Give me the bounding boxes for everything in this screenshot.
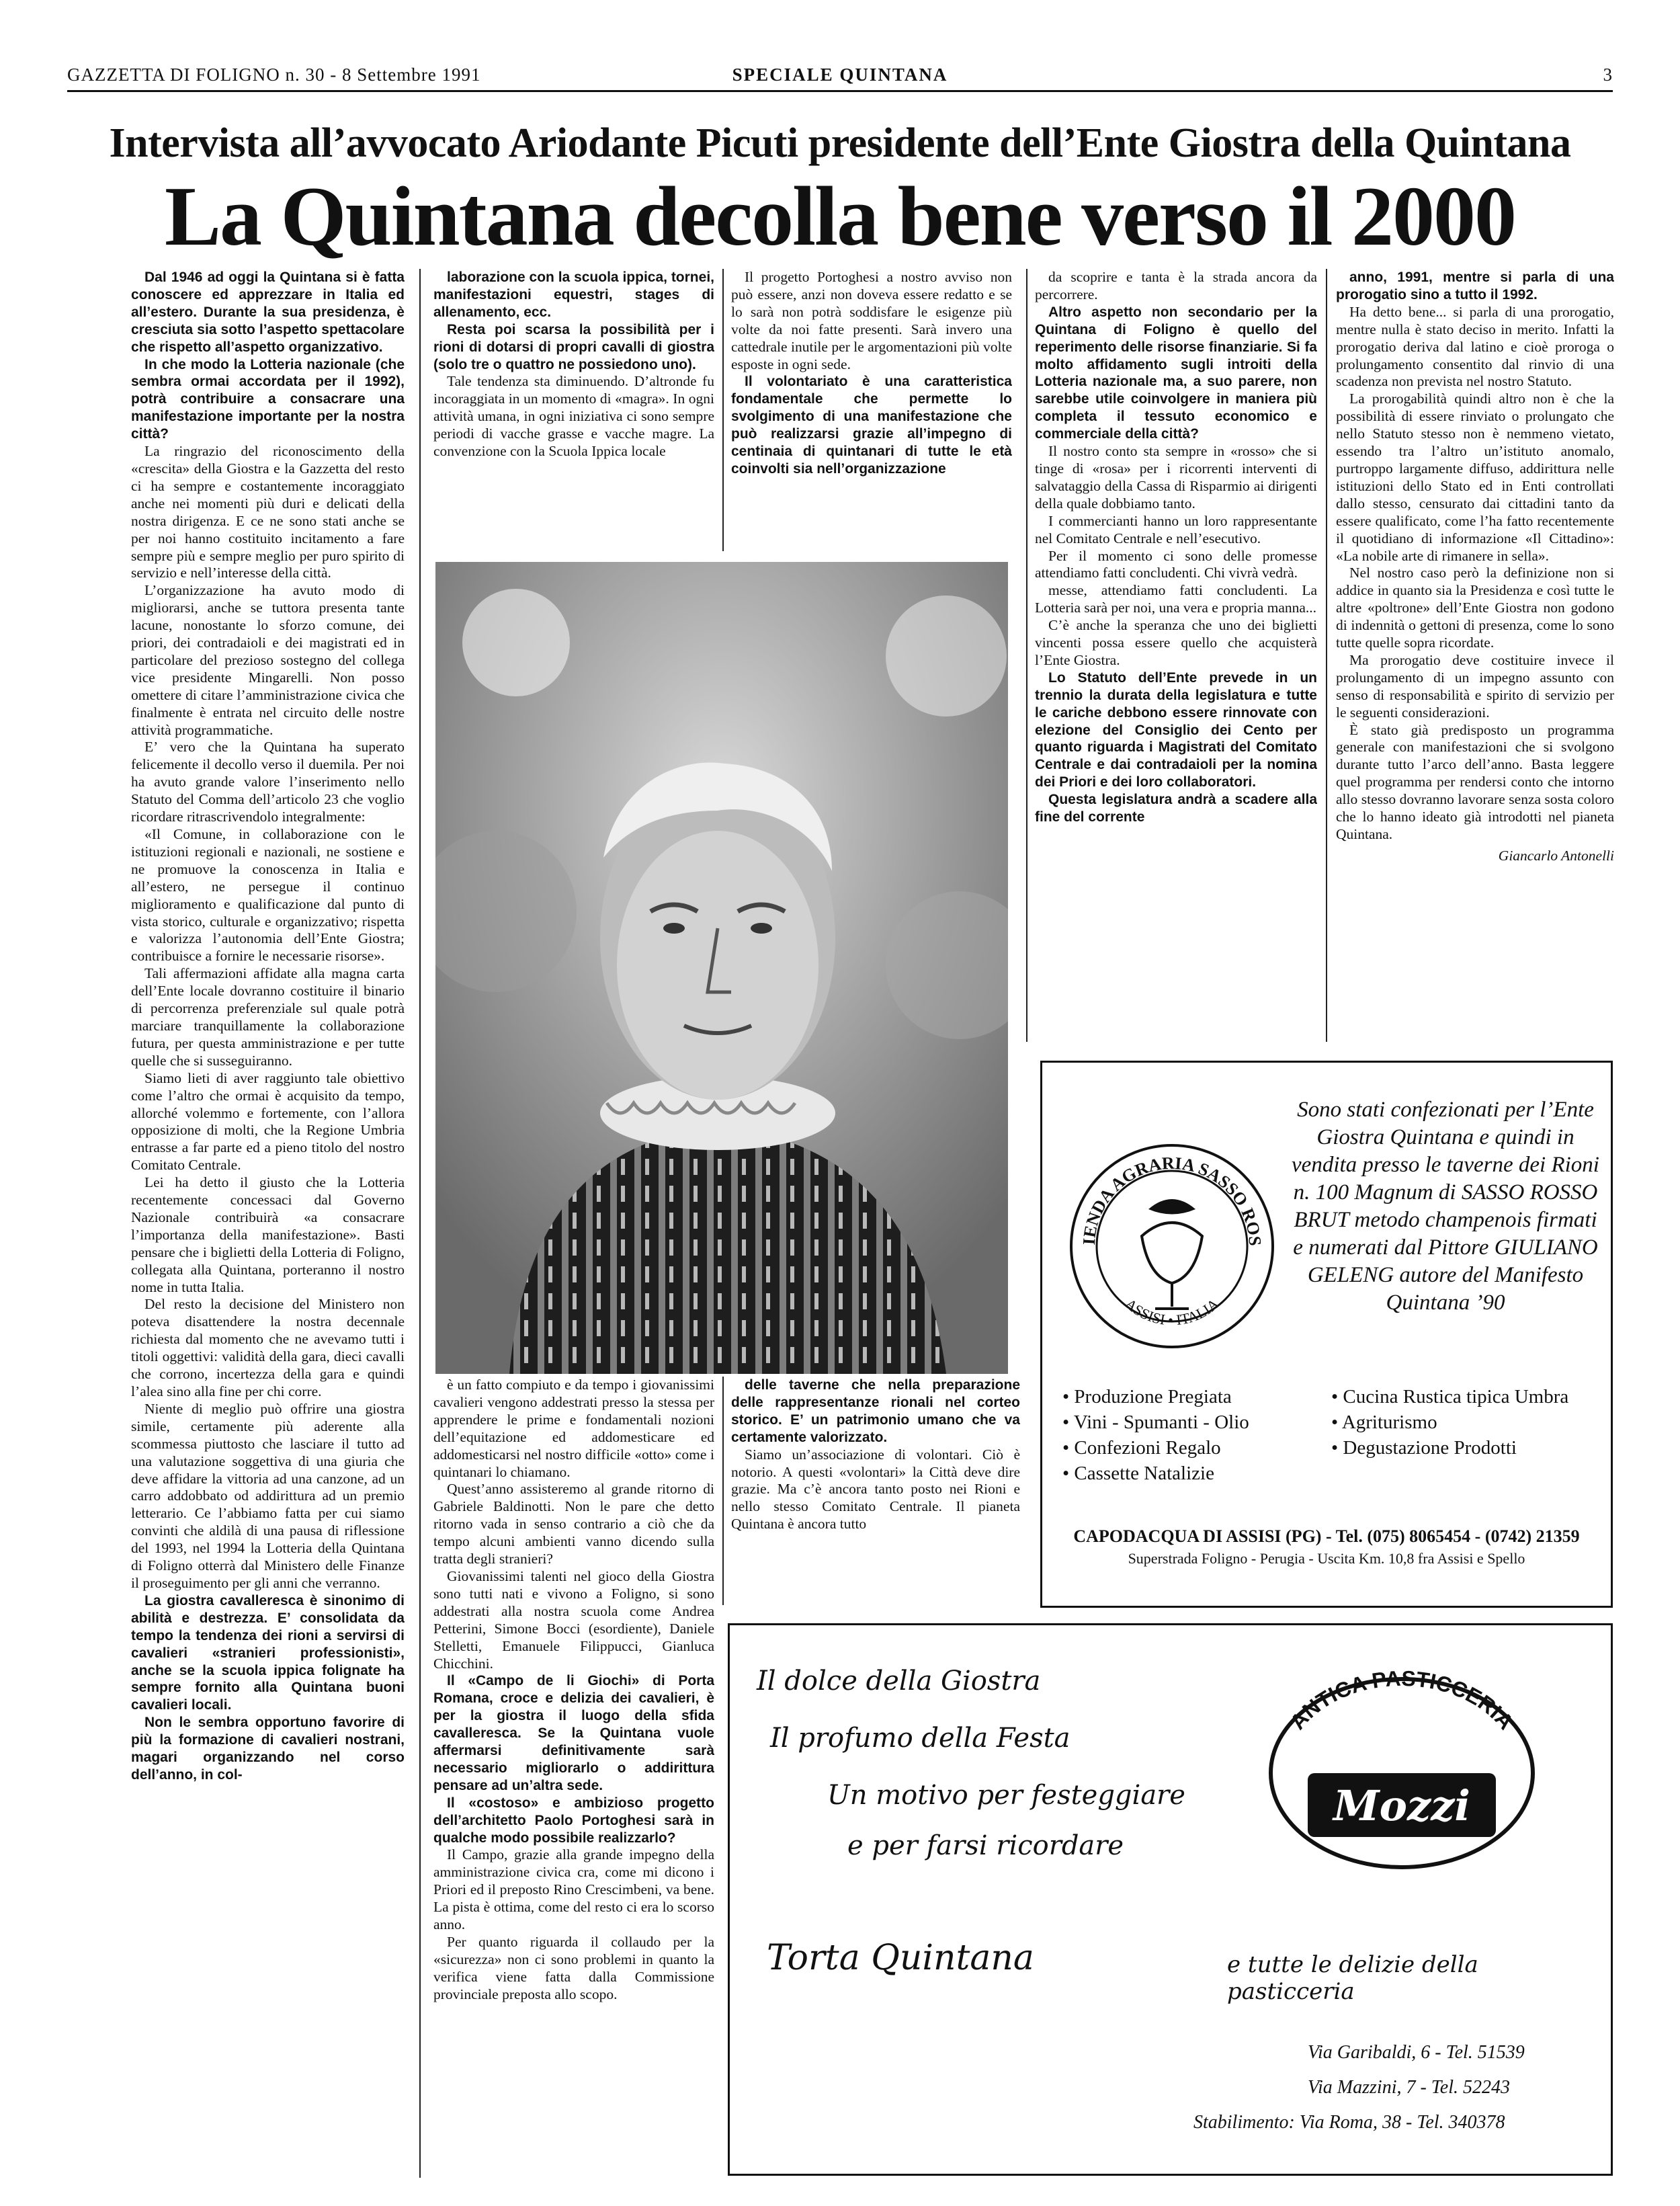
masthead-date: GAZZETTA DI FOLIGNO n. 30 - 8 Settembre 1991 — [67, 65, 481, 85]
paragraph: Siamo lieti di aver raggiunto tale obiettivo come l’altro che ormai è acquisito da tempo, allorché volemmo e fortemente, con l’allora opposizione di molti, che la Regione Umbria entrasse a far parte ed a pieno titolo del nostro Comitato Centrale. — [131, 1069, 405, 1174]
paragraph: In che modo la Lotteria nazionale (che sembra ormai accordata per il 1992), potrà contribuire a consacrare una manifestazione importante per la nostra città? — [131, 356, 405, 442]
paragraph: Il Campo, grazie alla grande impegno della amministrazione civica cra, come mi dicono i Priori ed il preposto Rino Crescimbeni, va bene. La pista è ottima, come del resto ci era lo scorso anno. — [433, 1846, 714, 1933]
svg-text:AZIENDA AGRARIA SASSO ROSSO — [1068, 1122, 1265, 1246]
ad-address: CAPODACQUA DI ASSISI (PG) - Tel. (075) 8065454 - (0742) 21359 — [1073, 1526, 1580, 1546]
ad-list-item: • Produzione Pregiata — [1062, 1384, 1318, 1410]
paragraph: Tale tendenza sta diminuendo. D’altronde fu incoraggiata in un momento di «magra». In ogni attività umana, in ogni iniziativa ci sono sempre periodi di vacche grasse e vacche magre. La convenzione con la Scuola Ippica locale — [433, 373, 714, 460]
ad-list-item: • Cassette Natalizie — [1062, 1461, 1318, 1486]
paragraph: Lo Statuto dell’Ente prevede in un trennio la durata della legislatura e tutte le cariche debbono essere rinnovate con elezione del Consiglio dei Cento per quanto riguarda i Magistrati del Comitato Centrale e dai contradaioli per la nomina dei Priori e dei loro collaboratori. — [1035, 669, 1317, 790]
paragraph: Per quanto riguarda il collaudo per la «sicurezza» non ci sono problemi in quanto la verifica viene fatta dalla Commissione provinciale preposta allo scopo. — [433, 1934, 714, 2002]
svg-text:ANTICA PASTICCERIA — [1285, 1666, 1518, 1734]
paragraph: I commercianti hanno un loro rappresentante nel Comitato Centrale e nell’esecutivo. — [1035, 512, 1317, 546]
paragraph: Resta poi scarsa la possibilità per i rioni di dotarsi di propri cavalli di giostra (solo tre o quattro ne possiedono uno). — [433, 321, 714, 372]
paragraph: Ha detto bene... si parla di una prorogatio, mentre nulla è stato deciso in merito. Infatti la prorogatio deriva dal latino e cioè proroga o prolungamento consentito dal rinvio di una scadenza non prevista nel nostro Statuto. — [1336, 303, 1614, 390]
ad-list-item: • Confezioni Regalo — [1062, 1435, 1318, 1461]
article-column-1 — [131, 269, 405, 2178]
article-headline: La Quintana decolla bene verso il 2000 — [164, 170, 1516, 263]
ad-address-2: Via Mazzini, 7 - Tel. 52243 — [1308, 2077, 1511, 2098]
paragraph: da scoprire e tanta è la strada ancora da percorrere. — [1035, 269, 1317, 302]
ad-line-1: Il dolce della Giostra — [757, 1666, 1041, 1697]
paragraph: Altro aspetto non secondario per la Quintana di Foligno è quello del reperimento delle risorse finanziarie. Si fa molto affidamento sugli introiti della Lotteria nazionale ma, a suo parere, non sarebbe utile coinvolgere in maniera più completa il tessuto economico e commerciale della città? — [1035, 304, 1317, 442]
logo-bottom-text: ASSISI • ITALIA — [1122, 1295, 1222, 1329]
paragraph: La prorogabilità quindi altro non è che la possibilità di essere rinviato o prolungato che nello Statuto stesso non è nemmeno vietato, essendo tra l’altro un’istituto anomalo, purtroppo largamente diffuso, addirittura nelle istituzioni dello Stato ed in Enti controllati dallo stesso, censurato dai cittadini tanto da essere qualificato, come l’ha fatto recentemente il quotidiano di informazione «Il Cittadino»: «La nobile arte di rimanere in sella». — [1336, 391, 1614, 564]
paragraph: messe, attendiamo fatti concludenti. La Lotteria sarà per noi, una vera e propria manna... — [1035, 582, 1317, 616]
ad-list-item: • Cucina Rustica tipica Umbra — [1331, 1384, 1587, 1410]
page-header — [67, 65, 1613, 91]
paragraph: Per il momento ci sono delle promesse attendiamo fatti concludenti. Chi vivrà vedrà. — [1035, 547, 1317, 581]
paragraph: Il nostro conto sta sempre in «rosso» che si tinge di «rosa» per i ricorrenti interventi di salvataggio della Cassa di Risparmio ai dirigenti della quale dobbiamo tanto. — [1035, 443, 1317, 512]
column-divider — [722, 1377, 724, 1605]
article-column-5 — [1336, 269, 1614, 1042]
article-column-2-bottom — [433, 1377, 714, 2176]
ad-list-item: • Degustazione Prodotti — [1331, 1435, 1587, 1461]
paragraph: Quest’anno assisteremo al grande ritorno di Gabriele Baldinotti. Non le pare che detto ritorno vada in senso contrario a ciò che da tempo alcuni ambienti vanno dicendo sulla tratta degli stranieri? — [433, 1481, 714, 1567]
paragraph: Lei ha detto il giusto che la Lotteria recentemente concessaci dal Governo Nazionale contribuirà «a consacrare l’importanza della manifestazione». Basti pensare che i biglietti della Lotteria di Foligno, collegata alla Quintana, porteranno il nostro nome in tutta Italia. — [131, 1174, 405, 1295]
paragraph: laborazione con la scuola ippica, tornei, manifestazioni equestri, stages di allenamento, ecc. — [433, 270, 714, 320]
section-title: SPECIALE QUINTANA — [732, 65, 948, 85]
paragraph: «Il Comune, in collaborazione con le istituzioni regionali e nazionali, ne sostiene e ne promuove la conoscenza in Italia e all’estero, ne persegue il continuo miglioramento e qualificazione dal punto di vista storico, culturale e organizzativo; rispetta e valorizza l’autonomia dell’Ente Giostra; contribuisce a fornire le necessarie risorse». — [131, 826, 405, 965]
portrait-photo — [435, 562, 1008, 1374]
column-divider — [419, 269, 421, 2178]
sasso-rosso-advertisement — [1040, 1061, 1613, 1608]
logo-arc-text: IENDA AGRARIA SASSO ROS — [1079, 1153, 1265, 1247]
ad-line-4: e per farsi ricordare — [847, 1830, 1124, 1861]
ad-list-item: • Agriturismo — [1331, 1410, 1587, 1435]
ad-address-3: Stabilimento: Via Roma, 38 - Tel. 340378 — [1193, 2112, 1505, 2133]
paragraph: Giovanissimi talenti nel gioco della Giostra sono tutti nati e vivono a Foligno, si sono addestrati alla nostra scuola come Andrea Petterini, Simone Bocci (esordiente), Daniele Stelletti, Emanuele Filippucci, Gianluca Chicchini. — [433, 1567, 714, 1672]
mozzi-logo-name: Mozzi — [1333, 1781, 1470, 1830]
ad-list-right — [1331, 1384, 1587, 1461]
ad-list-item: • Vini - Spumanti - Olio — [1062, 1410, 1318, 1435]
ad-address-1: Via Garibaldi, 6 - Tel. 51539 — [1308, 2042, 1525, 2063]
paragraph: La giostra cavalleresca è sinonimo di abilità e destrezza. E’ consolidata da tempo la tendenza dei rioni a servirsi di cavalieri «stranieri professionisti», anche se la scuola ippica folignate ha sempre fornito alla Quintana buoni cavalieri locali. — [131, 1592, 405, 1713]
paragraph: La ringrazio del riconoscimento della «crescita» della Giostra e la Gazzetta del resto ci ha sempre e costantemente incoraggiato anche nei momenti più duri e delicati della nostra dirigenza. E ce ne sono stati anche se per noi hanno costituito incitamento a fare sempre più e sempre meglio per puro spirito di servizio e nell’interesse della città. — [131, 443, 405, 581]
paragraph: Il «costoso» e ambizioso progetto dell’architetto Paolo Portoghesi sarà in qualche modo possibile realizzarlo? — [433, 1795, 714, 1846]
paragraph: Il volontariato è una caratteristica fondamentale che permette lo svolgimento di una manifestazione che può realizzarsi grazie all’impegno di centinaia di quintanari di tutte le età coinvolti sia nell’organizzazione — [731, 374, 1012, 477]
paragraph: Il «Campo de li Giochi» di Porta Romana, croce e delizia dei cavalieri, è per la giostra il luogo della sfida cavalleresca. Se la Quintana vuole affermarsi definitivamente sarà necessario migliorarlo o addirittura pensare ad un’altra sede. — [433, 1673, 714, 1793]
ad-line-3: Un motivo per festeggiare — [827, 1780, 1185, 1811]
ad-directions: Superstrada Foligno - Perugia - Uscita Km. 10,8 fra Assisi e Spello — [1128, 1550, 1525, 1567]
article-column-4 — [1035, 269, 1317, 1042]
article-column-3-top — [731, 269, 1012, 551]
paragraph: è un fatto compiuto e da tempo i giovanissimi cavalieri vengono addestrati presso la stessa per apprendere le prime e fondamentali nozioni dell’equitazione ed addomesticare ed addomesticarsi nel nostro difficile «otto» come i quintanari lo chiamano. — [433, 1377, 714, 1480]
paragraph: È stato già predisposto un programma generale con manifestazioni che si svolgono durante tutto l’arco dell’anno. Basta leggere quel programma per rendersi conto che intorno allo stesso dovranno lavorare senza sosta coloro che lo hanno ideato già introdotti nel pianeta Quintana. — [1336, 721, 1614, 842]
paragraph: Questa legislatura andrà a scadere alla fine del corrente — [1035, 792, 1317, 825]
article-column-3-bottom — [731, 1377, 1020, 1605]
article-column-2-top — [433, 269, 714, 551]
ad-line-2: Il profumo della Festa — [770, 1723, 1070, 1754]
ad-line-6: e tutte le delizie della pasticceria — [1227, 1951, 1478, 2005]
paragraph: delle taverne che nella preparazione delle rappresentanze rionali nel corteo storico. E’ un patrimonio umano che va certamente valorizzato. — [731, 1377, 1020, 1445]
paragraph: Siamo un’associazione di volontari. Ciò è notorio. A questi «volontari» la Città deve dire grazie. Ma c’è ancora tanto posto nei Rioni e nello stesso Comitato Centrale. Il pianeta Quintana è ancora tutto — [731, 1446, 1020, 1533]
ad-list-left — [1062, 1384, 1318, 1486]
paragraph: anno, 1991, mentre si parla di una prorogatio sino a tutto il 1992. — [1336, 270, 1614, 302]
article-kicker: Intervista all’avvocato Ariodante Picuti presidente dell’Ente Giostra della Quintana — [109, 120, 1571, 166]
column-divider — [1326, 269, 1327, 1042]
paragraph: Tali affermazioni affidate alla magna carta dell’Ente locale dovranno costituire il binario di percorrenza preferenziale sul quale potrà marciare tranquillamente la collaborazione futura, per questa amministrazione e per tutte quelle che si susseguiranno. — [131, 965, 405, 1069]
paragraph: E’ vero che la Quintana ha superato felicemente il decollo verso il duemila. Per noi ha avuto grande valore l’inserimento nello Statuto del Comma dell’articolo 23 che voglio ricordare ritrascrivendolo integralmente: — [131, 739, 405, 825]
paragraph: Del resto la decisione del Ministero non poteva disattendere la nostra decennale richiesta dal momento che ne avevamo tutti i titoli oggettivi: validità della gara, dieci cavalli che corrono, incertezza della gara e quindi l’alea sino alla fine per chi corre. — [131, 1296, 405, 1399]
header-rule — [67, 90, 1613, 92]
mozzi-logo-arc: ANTICA PASTICCERIA — [1285, 1666, 1519, 1734]
paragraph: Nel nostro caso però la definizione non si addice in quanto sia la Presidenza e così tutte le altre «poltrone» dell’Ente Giostra non godono di indennità o gettoni di presenza, come lo sono tutte quelle sopra ricordate. — [1336, 565, 1614, 651]
pasticceria-mozzi-advertisement — [728, 1623, 1613, 2176]
column-divider — [722, 269, 724, 551]
column-divider — [1026, 269, 1027, 1042]
ad-product-name: Torta Quintana — [767, 1938, 1034, 1978]
paragraph: L’organizzazione ha avuto modo di migliorarsi, anche se tuttora presenta tante lacune, nonostante lo sforzo comune, dei priori, dei contradaioli e dei magistrati ed in particolare del prezioso sostegno del collega vice presidente Mingarelli. Non posso omettere di citare l’amministrazione civica che finalmente è entrata nel circuito delle nostre attività programmatiche. — [131, 582, 405, 738]
paragraph: Non le sembra opportuno favorire di più la formazione di cavalieri nostrani, magari organizzando nel corso dell’anno, in col- — [131, 1715, 405, 1783]
paragraph: Il progetto Portoghesi a nostro avviso non può essere, anzi non doveva essere redatto e se lo sarà non potrà soddisfare le esigenze più volte da noi fatte presenti. Sarà invero una cattedrale inutile per le argomentazioni più volte esposte in ogni sede. — [731, 269, 1012, 372]
paragraph: Niente di meglio può offrire una giostra simile, certamente più aderente alla scommessa piuttosto che lasciare il tutto ad una valutazione soggettiva di una giuria che deve affidare la vittoria ad una canzone, ad un carro addobbato od addirittura ad un premio letterario. Ce l’abbiamo fatta per cui siamo convinti che aldilà di una pausa di riflessione del 1993, nel 1994 la Lotteria della Quintana di Foligno otterrà dal Ministero delle Finanze il proseguimento per gli anni che verranno. — [131, 1400, 405, 1591]
paragraph: C’è anche la speranza che uno dei biglietti vincenti possa essere quello che acquisterà l’Ente Giostra. — [1035, 617, 1317, 668]
paragraph: Dal 1946 ad oggi la Quintana si è fatta conoscere ed apprezzare in Italia ed all’estero. Durante la sua presidenza, è cresciuta sia sotto l’aspetto spettacolare che rispetto all’aspetto organizzativo. — [131, 270, 405, 355]
paragraph: Ma prorogatio deve costituire invece il prolungamento di un impegno assunto con senso di responsabilità e spirito di servizio per le seguenti considerazioni. — [1336, 651, 1614, 721]
sasso-rosso-logo — [1068, 1122, 1276, 1371]
ad-wine-text: Sono stati confezionati per l’Ente Giostra Quintana e quindi in vendita presso le taverne dei Rioni n. 100 Magnum di SASSO ROSSO BRUT metodo champenois firmati e numerati dal Pittore GIULIANO GELENG autore del Manifesto Quintana ’90 — [1292, 1098, 1599, 1315]
mozzi-logo — [1261, 1656, 1543, 1877]
author-signature: Giancarlo Antonelli — [1498, 847, 1614, 864]
page-number: 3 — [1603, 65, 1613, 85]
